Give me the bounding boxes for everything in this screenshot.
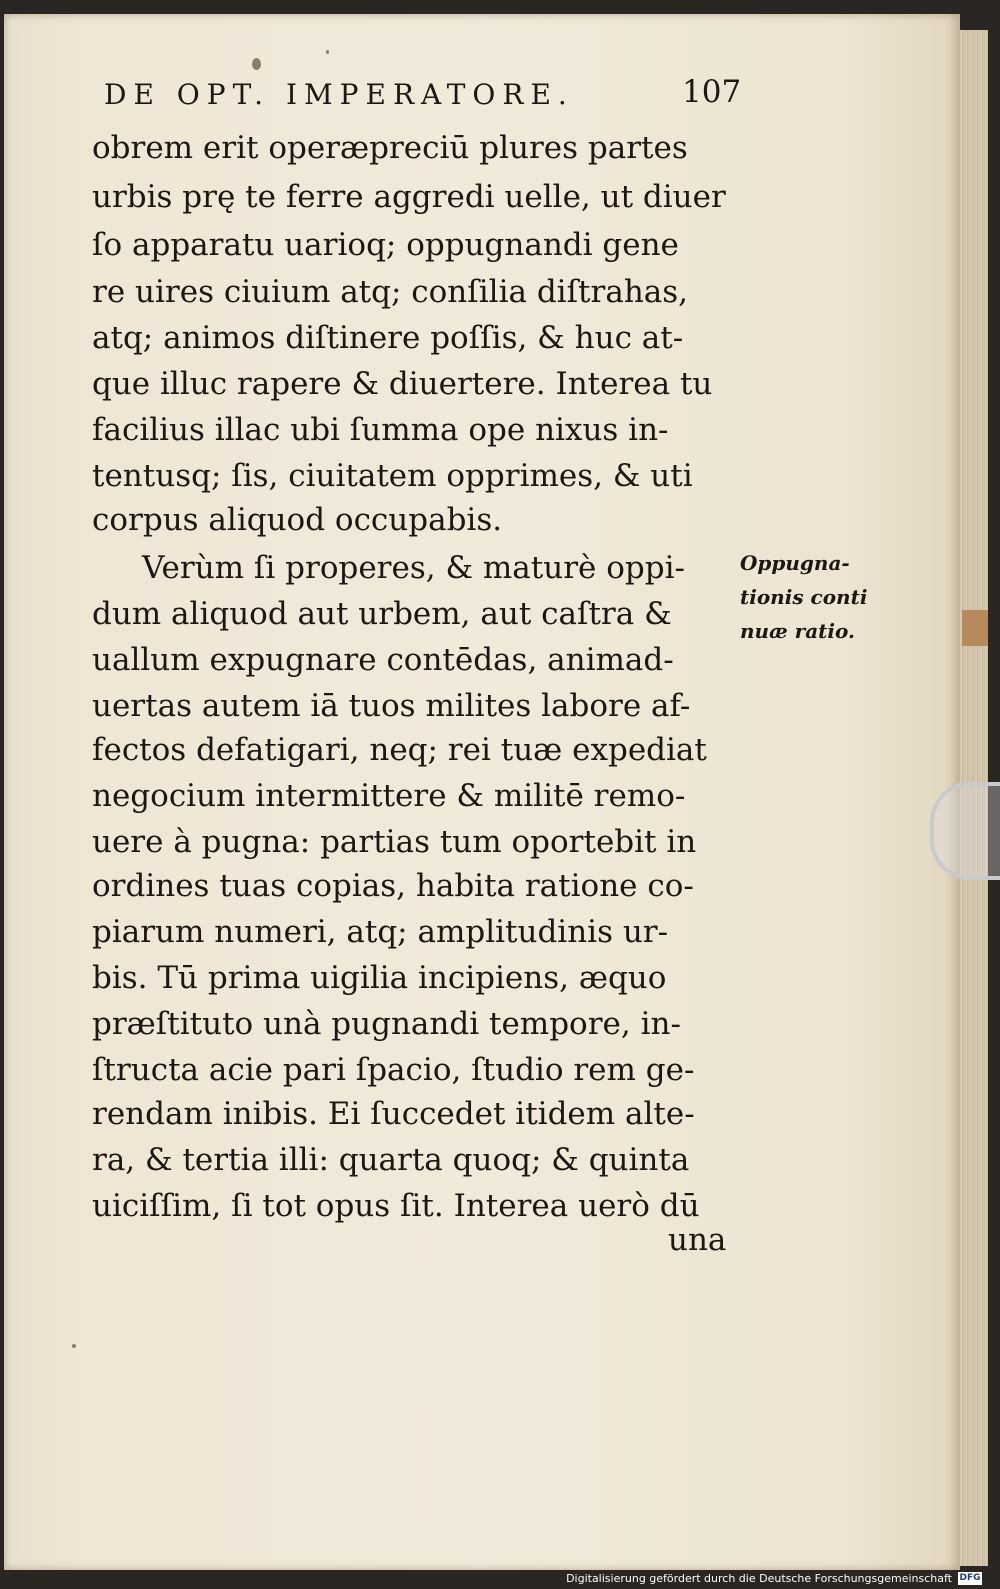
- clip-ring: [930, 782, 1000, 880]
- body-line: corpus aliquod occupabis.: [92, 502, 503, 538]
- body-line: uertas autem iā tuos milites labore af-: [92, 688, 691, 724]
- body-line: re uires ciuium atq; conſilia diſtrahas,: [92, 274, 689, 310]
- paper-speck: [326, 50, 329, 54]
- paper-speck: [72, 1344, 76, 1348]
- body-line: præſtituto unà pugnandi tempore, in-: [92, 1006, 681, 1042]
- body-line: ſtructa acie pari ſpacio, ſtudio rem ge-: [92, 1052, 695, 1088]
- body-line: fectos defatigari, neq; rei tuæ expediat: [92, 732, 707, 768]
- body-line: uere à pugna: partias tum oportebit in: [92, 824, 697, 860]
- body-line: facilius illac ubi ſumma ope nixus in-: [92, 412, 669, 448]
- dfg-logo: DFG: [959, 1573, 981, 1583]
- digitization-credit: Digitalisierung gefördert durch die Deutsche Forschungsgemeinschaft: [566, 1572, 952, 1585]
- marginal-note-line: nuæ ratio.: [740, 619, 855, 643]
- bookmark-tab: [962, 610, 988, 646]
- body-line: uallum expugnare contēdas, animad-: [92, 642, 674, 678]
- running-head-title: DE OPT. IMPERATORE.: [104, 78, 574, 111]
- marginal-note-line: tionis conti: [740, 585, 868, 609]
- body-line: piarum numeri, atq; amplitudinis ur-: [92, 914, 669, 950]
- body-line: ordines tuas copias, habita ratione co-: [92, 868, 694, 904]
- body-line: negocium intermittere & militē remo-: [92, 778, 686, 814]
- body-line: tentusq; ſis, ciuitatem opprimes, & uti: [92, 458, 693, 494]
- body-line: que illuc rapere & diuertere. Interea tu: [92, 366, 713, 402]
- paper-speck: [252, 58, 261, 70]
- marginal-note-line: Oppugna-: [740, 551, 850, 575]
- body-line: dum aliquod aut urbem, aut caſtra &: [92, 596, 672, 632]
- page-number: 107: [682, 74, 742, 110]
- body-line: urbis prę te ferre aggredi uelle, ut diuer: [92, 179, 726, 215]
- body-line: obrem erit operæpreciū plures partes: [92, 130, 688, 166]
- body-line: bis. Tū prima uigilia incipiens, æquo: [92, 960, 667, 996]
- body-line: ra, & tertia illi: quarta quoq; & quinta: [92, 1142, 690, 1178]
- catchword: una: [668, 1222, 727, 1258]
- body-line: ſo apparatu uarioq; oppugnandi gene: [92, 227, 679, 263]
- body-line: atq; animos diſtinere poſſis, & huc at-: [92, 320, 684, 356]
- body-line: rendam inibis. Ei ſuccedet itidem alte-: [92, 1096, 695, 1132]
- body-line: Verùm ſi properes, & maturè oppi-: [142, 550, 685, 586]
- body-line: uiciſſim, ſi tot opus ſit. Interea uerò dū: [92, 1188, 700, 1224]
